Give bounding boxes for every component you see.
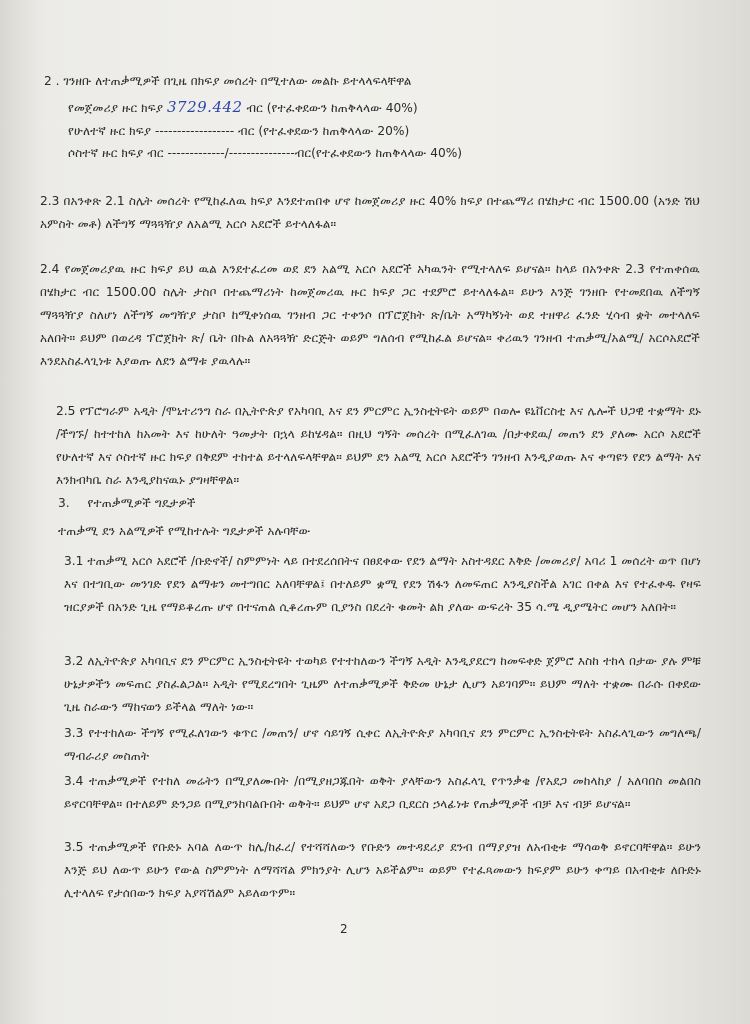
second-installment-line: የሁለተኛ ዙር ክፍያ ------------------ ብር (የተፈቀደውን ከጠቅላላው 20%) xyxy=(68,124,410,138)
paragraph-3-3: 3.3 የተተከለው ችግኝ የሚፈለገውን ቁጥር /መጠን/ ሆኖ ሳይገኝ ሲቀር ለኢትዮጵያ አካባቢና ደን ምርምር ኢንስቲትዩት አስፈላጊውን መግለጫ/ማብራሪያ መስጠት xyxy=(64,726,701,763)
paragraph-2-5: 2.5 የፕሮግራም አዲት /ሞኒተሪንግ ስራ በኢትዮጵያ የአካባቢ እና ደን ምርምር ኢንስቲትዩት ወይም በወሎ ዩኒቨርስቲ እና ሌሎች ህጋዊ ተቋማት ደኑ /ችግኙ/ ከተተከለ ከአመት እና ከሁለት ዓመታት በኋላ ይከሄዳል። በዚህ ግኝት መሰረት በሚፈለገዉ /በታቀደዉ/ መጠን ደን ያለሙ አርሶ አደሮች የሁለተኛ እና ሶስተኛ ዙር ክፍያ በቅደም ተከተል ይተላለፍላቸዋል። ይህም ደን አልሚ አርሶ አደሮችን ገንዘብ እንዲያወጡ እና ቀጣዩን የደን ልማት እና እንክብካቤ ስራ እንዲያከናዉኑ ያግዛቸዋል። xyxy=(56,404,701,487)
paragraph-3-4: 3.4 ተጠቃሚዎች የተከለ መሬትን በሚያለሙበት /በሚያዘጋጁበት ወቅት ያላቸውን አስፈላጊ የጥንቃቄ /የአደጋ መከላከያ / አለባበስ መልበስ ይኖርባቸዋል። በተለይም ድንጋይ በሚያንከባልቡበት ወቅት። ይህም ሆኖ አደጋ ቢደርስ ኃላፊነቱ የጠቃሚዎች ብቻ እና ብቻ ይሆናል። xyxy=(64,774,701,811)
paragraph-2-3: 2.3 በአንቀጽ 2.1 ስሌት መሰረት የሚከፈለዉ ክፍያ እንደተጠበቀ ሆኖ ከመጀመሪያ ዙር 40% ክፍያ በተጨማሪ በሄክታር ብር 1500.00 (አንድ ሽህ አምስት መቶ) ለችግኝ ማጓጓዥያ ለአልሚ አርሶ አደሮች ይተላለፋል። xyxy=(40,194,700,231)
section-3-title: የተጠቃሚዎች ግዴታዎች xyxy=(87,496,196,510)
first-installment-line xyxy=(68,96,418,120)
third-installment-line: ሶስተኛ ዙር ክፍያ ብር -------------/---------------ብር(የተፈቀደውን ከጠቅላላው 40%) xyxy=(68,146,463,160)
section-3-number: 3. xyxy=(58,496,70,510)
first-installment-suffix: ብር (የተፈቀደውን ከጠቅላላው 40%) xyxy=(246,101,418,115)
section-2-intro: 2 . ገንዘቡ ለተጠቃሚዎች በጊዜ በክፍያ መሰረት በሚተለው መልኩ ይተላላፍላቸዋል xyxy=(44,74,412,88)
section-3-heading xyxy=(58,492,196,515)
paragraph-3-2: 3.2 ለኢትዮጵያ አካባቢና ደን ምርምር ኢንስቲትዩት ተወካይ የተተከለውን ችግኝ አዲት እንዲያደርግ ከመፍቀድ ጀምሮ እስከ ተከላ በታው ያሉ ምቹ ሁኔታዎችን መፍጠር ያስፈልጋል። አዲት የሚደረግበት ጊዜም ለተጠቃሚዎች ቅድመ ሁኔታ ሊሆን አይገባም። ይህም ማለት ተቋሙ በራሱ በቀደው ጊዜ ስራውን ማከናወን ይችላል ማለት ነው። xyxy=(64,654,701,714)
paragraph-3-5: 3.5 ተጠቃሚዎች የቡድኑ አባል ለውጥ ከሌ/ከፈረ/ የተሻሻለውን የቡድን መተዳደሪያ ደንብ በማያያዝ ለአብቂቱ ማሳወቅ ይኖርባቸዋል። ይሁን እንጅ ይህ ለውጥ ይሁን የውል ስምምነት ለማሻሻል ምክንያት ሊሆን አይችልም። ወይም የተፈጻመውን ክፍያም ይሁን ቀጣይ በአብቂቱ ለቡድኑ ሊተላለፍ የታሰበውን ክፍያ አያሻሽልም አይለወጥም። xyxy=(64,840,701,900)
paragraph-2-4: 2.4 የመጀመሪያዉ ዙር ክፍያ ይህ ዉል እንደተፈረመ ወደ ደን አልሚ አርሶ አደሮች አካዉንት የሚተላለፍ ይሆናል። ከላይ በአንቀጽ 2.3 የተጠቀሰዉ በሄክታር ብር 1500.00 ስሌት ታስቦ በተጨማሪነት ከመጀመሪዉ ዙር ክፍያ ጋር ተደምሮ ይተላለፋል። ይሁን እንጅ ገንዘቡ የተመደበዉ ለችግኝ ማጓጓዥያ ስለሆነ ለችግኝ መግዥያ ታስቦ ከሚቀነሰዉ ገንዘብ ጋር ተቀንሶ በፕሮጀክት ጽ/ቤት አማካኝነት ወደ ተዘዋሪ ፈንድ ሂሳብ ቋት መተላለፍ አለበት። ይህም በወረዳ ፕሮጀክት ጽ/ ቤት በኩል ለአጓጓዥ ድርጅት ወይም ግለሰብ የሚከፈል ይሆናል። ቀሪዉን ገንዘብ ተጠቃሚ/አልሚ/ አርሶአደሮች እንደአስፈላጊነቱ እያወጡ ለደን ልማቱ ያዉላሉ። xyxy=(40,262,700,368)
first-installment-handwritten-amount: 3729.442 xyxy=(167,98,243,116)
page-number: 2 xyxy=(340,922,348,936)
paragraph-3-1: 3.1 ተጠቃሚ አርሶ አደሮች /ቡድኖች/ ስምምነት ላይ በተደረሰበትና በፀደቀው የደን ልማት አስተዳደር እቅድ /መመሪያ/ አባሪ 1 መሰረት ወጥ በሆነ እና በተገቢው መንገድ የደን ልማቱን መተግበር አለባቸዋል፤ በተለይም ቋሚ የደን ሽፋን ለመፍጠር እንዲያስችል አገር በቀል እና የተፈቀዱ የዛፍ ዝርያዎች በአንድ ጊዜ የማይቆረጡ ሆኖ በተናጠል ሲቆረጡም ቢያንስ በደረት ቁመት ልክ ያለው ውፍረት 35 ሳ.ሜ ዲያሜትር መሆን አለበት። xyxy=(64,554,701,614)
first-installment-label: የመጀመሪያ ዙር ክፍያ xyxy=(68,101,164,115)
section-3-subheading: ተጠቃሚ ደን አልሚዎች የሚከተሉት ግዴታዎች አሉባቸው xyxy=(58,524,311,538)
